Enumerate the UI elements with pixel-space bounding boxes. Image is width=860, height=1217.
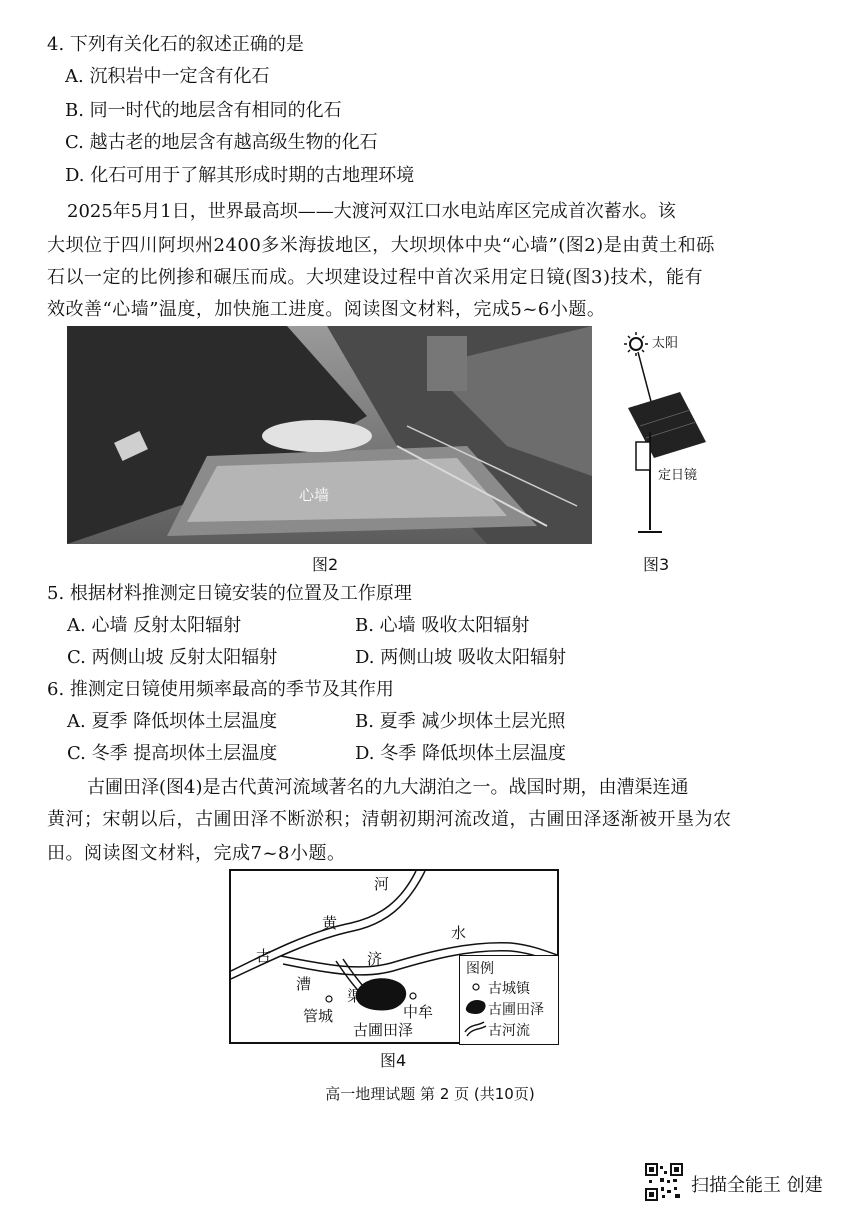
map-label-gu: 古 (256, 947, 272, 965)
passage1-line-2: 大坝位于四川阿坝州2400多米海拔地区，大坝坝体中央“心墙”(图2)是由黄土和砾 (47, 235, 715, 256)
q6-option-d: D. 冬季 降低坝体土层温度 (355, 743, 566, 764)
q5-stem: 5. 根据材料推测定日镜安装的位置及工作原理 (47, 583, 412, 604)
map-label-zhongmou: 中牟 (403, 1003, 434, 1021)
legend-lake: 古圃田泽 (488, 1002, 544, 1018)
q6-stem: 6. 推测定日镜使用频率最高的季节及其作用 (47, 679, 394, 700)
passage2-line-3: 田。阅读图文材料，完成7~8小题。 (47, 843, 346, 864)
map-label-guancheng: 管城 (303, 1007, 334, 1025)
scanner-brand (645, 1163, 845, 1203)
map-label-shui: 水 (451, 924, 467, 942)
map-legend (459, 955, 559, 1045)
q6-option-b: B. 夏季 减少坝体土层光照 (355, 711, 566, 732)
fig4-caption: 图4 (380, 1051, 407, 1070)
map-label-ji: 济 (367, 950, 383, 968)
heliostat-diagram (610, 330, 720, 540)
town-legend-icon (473, 984, 479, 990)
q6-option-c: C. 冬季 提高坝体土层温度 (67, 743, 278, 764)
map-label-qu: 渠 (347, 987, 363, 1005)
page-footer: 高一地理试题 第 2 页 (共10页) (325, 1085, 535, 1103)
q4-stem: 4. 下列有关化石的叙述正确的是 (47, 34, 304, 55)
q5-option-c: C. 两侧山坡 反射太阳辐射 (67, 647, 278, 668)
q6-option-a: A. 夏季 降低坝体土层温度 (67, 711, 278, 732)
passage2-line-2: 黄河；宋朝以后，古圃田泽不断淤积；清朝初期河流改道，古圃田泽逐渐被开垦为农 (47, 809, 732, 830)
sun-label: 太阳 (652, 336, 679, 351)
q5-option-b: B. 心墙 吸收太阳辐射 (355, 615, 530, 636)
passage1-line-1: 2025年5月1日，世界最高坝——大渡河双江口水电站库区完成首次蓄水。该 (67, 201, 676, 222)
q5-option-a: A. 心墙 反射太阳辐射 (67, 615, 242, 636)
q4-option-c: C. 越古老的地层含有越高级生物的化石 (65, 132, 378, 153)
qr-code-icon (645, 1163, 683, 1201)
passage1-line-3: 石以一定的比例掺和碾压而成。大坝建设过程中首次采用定日镜(图3)技术，能有 (47, 267, 703, 288)
fig3-caption: 图3 (643, 555, 670, 574)
q5-option-d: D. 两侧山坡 吸收太阳辐射 (355, 647, 566, 668)
map-label-huang: 黄 (322, 914, 338, 932)
q4-option-d: D. 化石可用于了解其形成时期的古地理环境 (65, 165, 415, 186)
legend-town: 古城镇 (488, 981, 530, 997)
passage2-line-1: 古圃田泽(图4)是古代黄河流域著名的九大湖泊之一。战国时期，由漕渠连通 (87, 777, 689, 798)
map-label-lake: 古圃田泽 (353, 1021, 414, 1039)
map-label-cao: 漕 (296, 975, 312, 993)
heart-wall-label: 心墙 (299, 486, 330, 504)
brand-text: 扫描全能王 创建 (691, 1175, 823, 1196)
map-label-he: 河 (374, 875, 390, 893)
dam-photo (67, 326, 592, 544)
legend-river: 古河流 (488, 1023, 530, 1039)
q4-option-a: A. 沉积岩中一定含有化石 (65, 66, 270, 87)
passage1-line-4: 效改善“心墙”温度，加快施工进度。阅读图文材料，完成5~6小题。 (47, 299, 606, 320)
lake-legend-icon (466, 1000, 486, 1014)
heliostat-label: 定日镜 (658, 468, 698, 483)
fig2-caption: 图2 (312, 555, 339, 574)
sun-icon (624, 332, 648, 356)
legend-title: 图例 (466, 961, 494, 977)
q4-option-b: B. 同一时代的地层含有相同的化石 (65, 100, 342, 121)
